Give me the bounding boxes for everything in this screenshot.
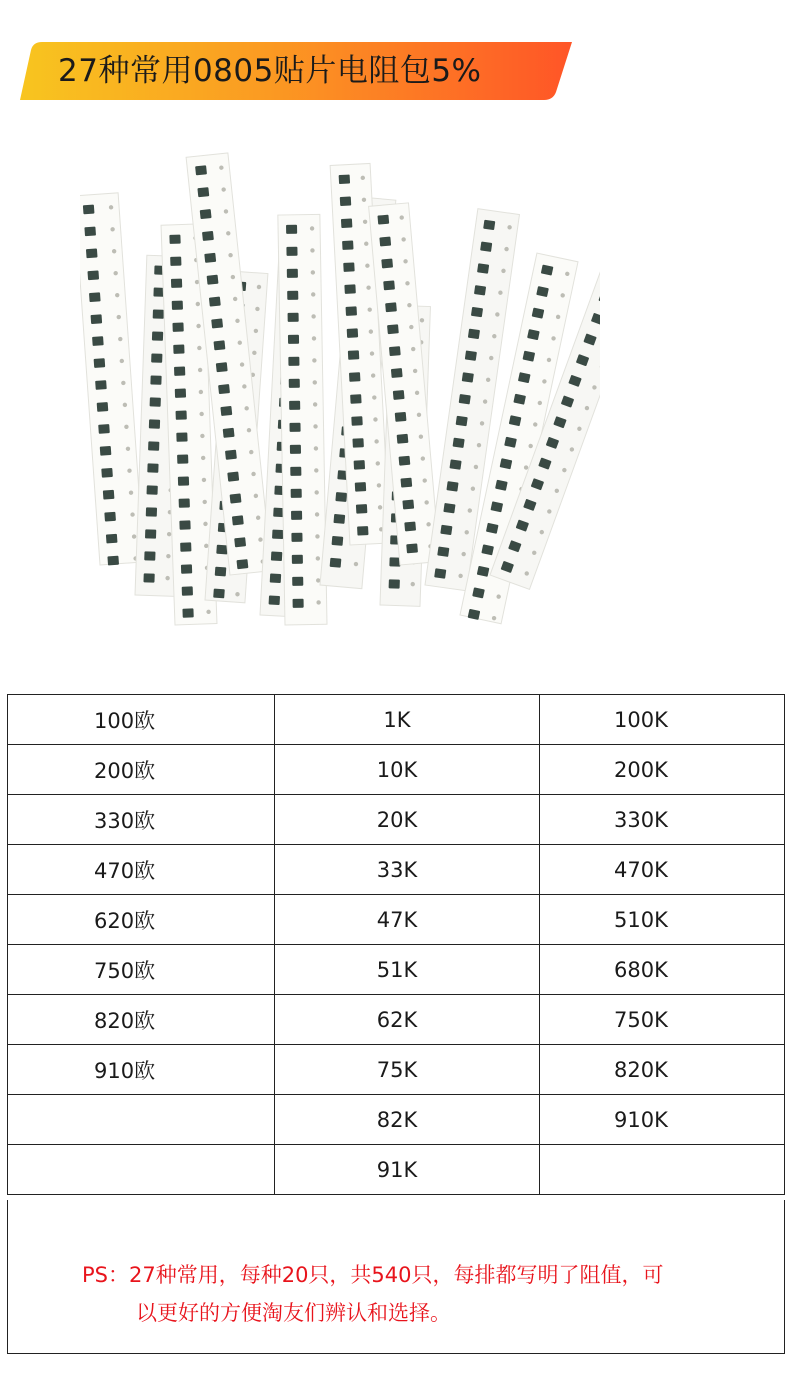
table-row <box>8 895 785 945</box>
table-cell: 75K <box>275 1045 540 1095</box>
ps-note-line1: PS：27种常用，每种20只，共540只，每排都写明了阻值，可 <box>82 1263 664 1287</box>
table-cell: 820欧 <box>8 995 275 1045</box>
table-cell: 470K <box>540 845 785 895</box>
table-cell: 620欧 <box>8 895 275 945</box>
table-cell: 82K <box>275 1095 540 1145</box>
table-cell: 100K <box>540 695 785 745</box>
table-cell: 510K <box>540 895 785 945</box>
table-row <box>8 1045 785 1095</box>
table-cell: 330欧 <box>8 795 275 845</box>
table-row <box>8 945 785 995</box>
table-cell: 820K <box>540 1045 785 1095</box>
table-cell: 330K <box>540 795 785 845</box>
table-row <box>8 695 785 745</box>
table-row <box>8 1145 785 1195</box>
table-cell <box>8 1145 275 1195</box>
table-cell: 680K <box>540 945 785 995</box>
table-cell: 750K <box>540 995 785 1045</box>
table-row <box>8 1095 785 1145</box>
table-row <box>8 745 785 795</box>
table-cell: 470欧 <box>8 845 275 895</box>
table-cell: 200K <box>540 745 785 795</box>
ps-note-line2: 以更好的方便淘友们辨认和选择。 <box>136 1301 451 1325</box>
ps-note <box>82 1256 742 1332</box>
page-title: 27种常用0805贴片电阻包5% <box>58 53 482 89</box>
table-row <box>8 795 785 845</box>
table-cell: 20K <box>275 795 540 845</box>
table-cell: 62K <box>275 995 540 1045</box>
table-cell: 51K <box>275 945 540 995</box>
table-row <box>8 845 785 895</box>
table-cell: 1K <box>275 695 540 745</box>
table-cell: 910K <box>540 1095 785 1145</box>
table-cell: 33K <box>275 845 540 895</box>
table-row <box>8 995 785 1045</box>
table-cell: 750欧 <box>8 945 275 995</box>
table-cell <box>8 1095 275 1145</box>
table-cell: 100欧 <box>8 695 275 745</box>
tape-strip <box>80 193 144 566</box>
table-cell <box>540 1145 785 1195</box>
table-cell: 91K <box>275 1145 540 1195</box>
table-cell: 10K <box>275 745 540 795</box>
resistor-tape-strips-image <box>80 145 600 655</box>
tape-strip <box>278 214 327 625</box>
title-banner <box>20 42 572 100</box>
resistance-value-table <box>7 694 785 1195</box>
table-cell: 910欧 <box>8 1045 275 1095</box>
table-cell: 200欧 <box>8 745 275 795</box>
table-cell: 47K <box>275 895 540 945</box>
